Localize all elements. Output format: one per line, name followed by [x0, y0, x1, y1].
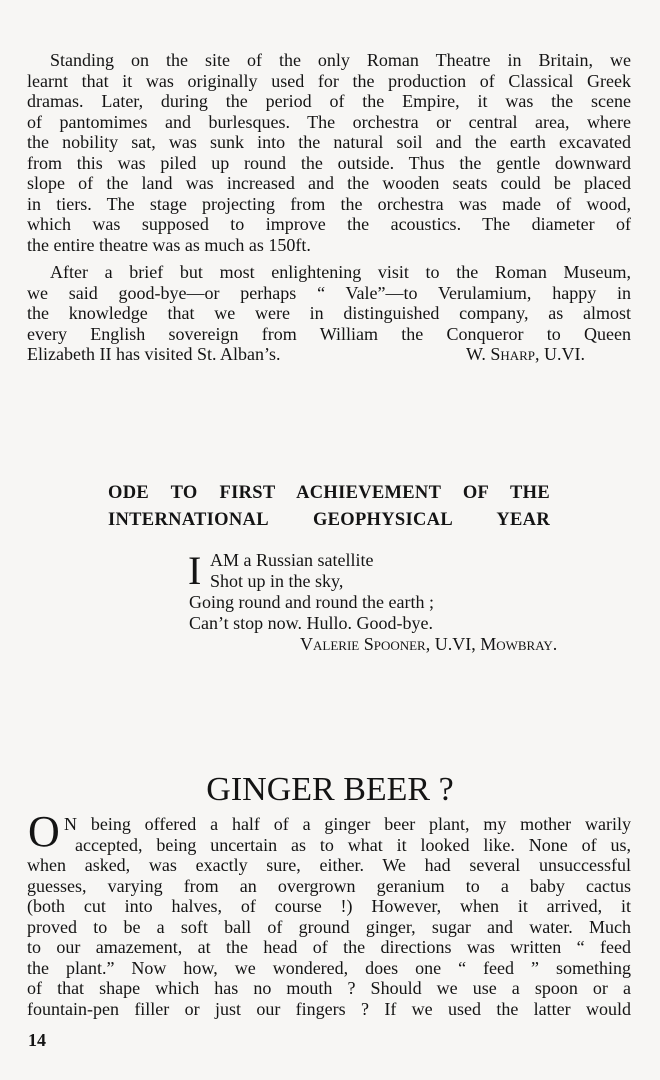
author-signature: W. Sharp, U.VI.	[466, 344, 586, 364]
text-line: the entire theatre was as much as 150ft.	[27, 234, 311, 255]
text-line: After a brief but most enlightening visit to the Roman Museum,	[50, 262, 631, 282]
text-line: of pantomimes and burlesques. The orchestra or central area, where	[27, 111, 631, 132]
text-line: the nobility sat, was sunk into the natural soil and the earth excavated	[27, 132, 631, 152]
text-line: proved to be a soft ball of ground ginger, sugar and water. Much	[27, 916, 631, 937]
poem-line: Shot up in the sky,	[210, 571, 344, 591]
text-line: from this was piled up round the outside. Thus the gentle downward	[27, 152, 631, 173]
text-line: slope of the land was increased and the wooden seats could be placed	[27, 173, 631, 193]
poem-line: AM a Russian satellite	[210, 550, 374, 570]
text-line: which was supposed to improve the acoustics. The diameter of	[27, 214, 631, 234]
text-line: to our amazement, at the head of the directions was written “ feed	[27, 937, 631, 957]
article-title: GINGER BEER ?	[206, 771, 454, 808]
poem-line: Can’t stop now. Hullo. Good-bye.	[189, 613, 433, 633]
text-line: Standing on the site of the only Roman Theatre in Britain, we	[50, 50, 631, 70]
poem-line: Going round and round the earth ;	[189, 592, 434, 612]
text-line: we said good-bye—or perhaps “ Vale”—to Verulamium, happy in	[27, 282, 631, 303]
page-number: 14	[28, 1030, 46, 1050]
drop-cap: O	[28, 807, 60, 856]
text-line: the plant.” Now how, we wondered, does one “ feed ” something	[27, 957, 631, 978]
text-line: of that shape which has no mouth ? Should we use a spoon or a	[27, 978, 631, 998]
text-line: (both cut into halves, of course !) However, when it arrived, it	[27, 896, 631, 916]
ode-title-line2: INTERNATIONAL GEOPHYSICAL YEAR	[108, 510, 550, 530]
drop-cap: I	[188, 548, 202, 593]
text-line: accepted, being uncertain as to what it looked like. None of us,	[75, 834, 631, 855]
text-line: Elizabeth II has visited St. Alban’s.	[27, 344, 281, 364]
text-line: dramas. Later, during the period of the Empire, it was the scene	[27, 91, 631, 111]
text-line: in tiers. The stage projecting from the orchestra was made of wood,	[27, 193, 631, 214]
ode-title-line1: ODE TO FIRST ACHIEVEMENT OF THE	[108, 483, 550, 503]
text-line: guesses, varying from an overgrown geranium to a baby cactus	[27, 875, 631, 896]
text-line: N being offered a half of a ginger beer plant, my mother warily	[64, 814, 631, 834]
text-line: every English sovereign from William the Conqueror to Queen	[27, 323, 631, 344]
text-line: the knowledge that we were in distinguished company, as almost	[27, 303, 631, 323]
text-line: when asked, was exactly sure, either. We had several unsuccessful	[27, 855, 631, 875]
text-line: learnt that it was originally used for the production of Classical Greek	[27, 70, 631, 91]
text-line: fountain-pen filler or just our fingers ? If we used the latter would	[27, 998, 631, 1019]
author-signature: Valerie Spooner, U.VI, Mowbray.	[300, 634, 558, 654]
